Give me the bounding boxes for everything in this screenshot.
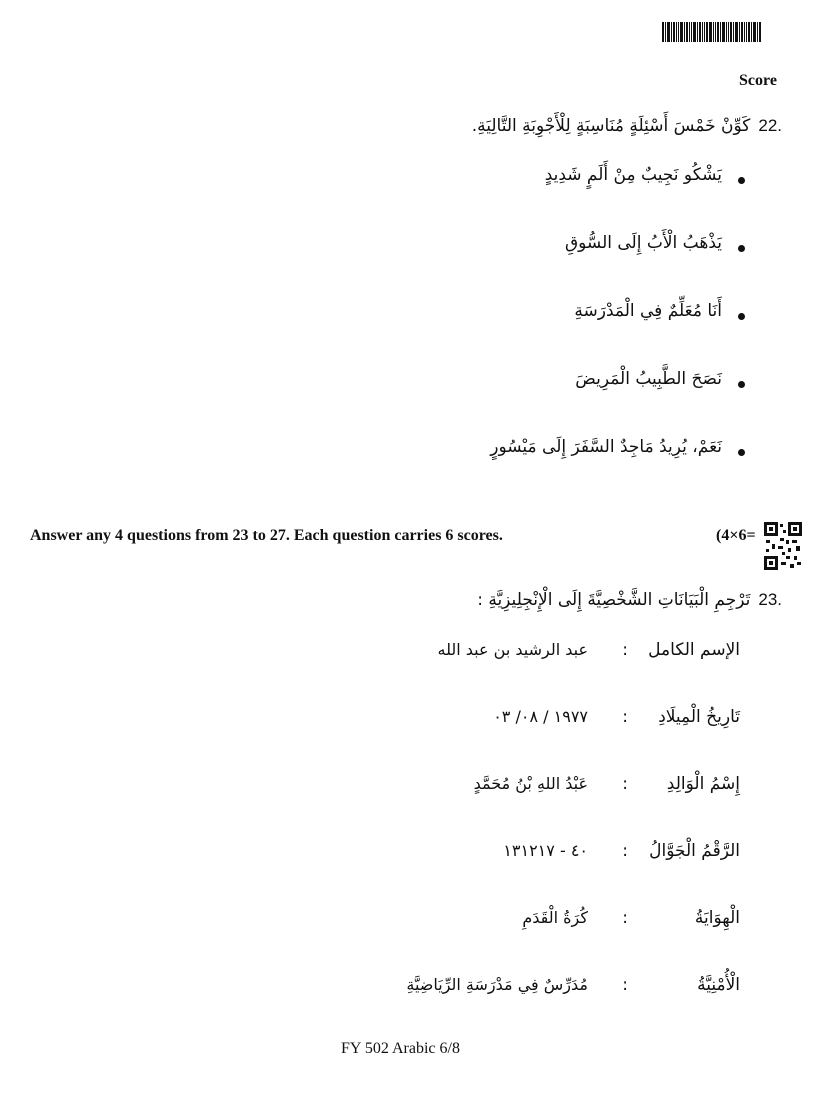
field-value: ١٩٧٧ / ٠٨/ ٠٣: [493, 707, 588, 726]
list-item: أَنَا مُعَلِّمٌ فِي الْمَدْرَسَةِ: [300, 301, 745, 369]
question-22-header: [430, 116, 782, 136]
field-label: الرَّقْمُ الْجَوَّالُ: [649, 841, 740, 861]
question-22-prompt: كَوِّنْ خَمْسَ أَسْئِلَةٍ مُنَاسِبَةٍ لِلْأَجْوِبَةِ التَّالِيَةِ.: [471, 116, 751, 136]
field-value: عَبْدُ اللهِ بْنُ مُحَمَّدٍ: [473, 774, 588, 793]
table-row: إِسْمُ الْوَالِدِ : عَبْدُ اللهِ بْنُ مُحَمَّدٍ: [473, 774, 740, 794]
field-label: الْهِوَايَةُ: [694, 908, 740, 928]
table-row: الرَّقْمُ الْجَوَّالُ : ٤٠ - ١٣١٢١٧: [503, 841, 740, 861]
marks-label: (4×6=: [716, 527, 756, 544]
field-label: الْأُمْنِيَّةُ: [697, 975, 740, 995]
list-item: نَعَمْ، يُرِيدُ مَاجِدٌ السَّفَرَ إِلَى مَيْسُورٍ: [300, 437, 745, 505]
question-22-list: [300, 165, 745, 505]
qr-code-icon: [764, 522, 802, 570]
field-label: تَارِيخُ الْمِيلَادِ: [658, 707, 740, 727]
question-23-prompt: تَرْجِمِ الْبَيَانَاتِ الشَّخْصِيَّةَ إِلَى الْإِنْجِلِيزِيَّةِ :: [477, 590, 751, 610]
field-label: الإسم الكامل: [648, 640, 740, 660]
section-instruction: Answer any 4 questions from 23 to 27. Each question carries 6 scores.: [30, 527, 503, 544]
field-value: كُرَةُ الْقَدَمِ: [522, 908, 588, 927]
table-row: الْهِوَايَةُ : كُرَةُ الْقَدَمِ: [522, 908, 740, 928]
field-value: عبد الرشيد بن عبد الله: [437, 640, 588, 659]
table-row: الْأُمْنِيَّةُ : مُدَرِّسٌ فِي مَدْرَسَةِ الرِّيَاضِيَّةِ: [406, 975, 740, 995]
page-footer: FY 502 Arabic 6/8: [341, 1040, 460, 1057]
list-item: يَذْهَبُ الْأَبُ إِلَى السُّوقِ: [300, 233, 745, 301]
field-value: مُدَرِّسٌ فِي مَدْرَسَةِ الرِّيَاضِيَّةِ: [406, 975, 588, 994]
barcode: [662, 22, 786, 42]
bullet-icon: [738, 245, 745, 252]
question-23-header: [430, 590, 782, 610]
question-22-number: 22.: [758, 116, 782, 135]
field-label: إِسْمُ الْوَالِدِ: [666, 774, 740, 794]
list-item: نَصَحَ الطَّبِيبُ الْمَرِيضَ: [300, 369, 745, 437]
question-23-number: 23.: [758, 590, 782, 609]
score-label: Score: [739, 72, 777, 89]
table-row: الإسم الكامل : عبد الرشيد بن عبد الله: [437, 640, 740, 660]
list-item: يَشْكُو نَجِيبٌ مِنْ أَلَمٍ شَدِيدٍ: [300, 165, 745, 233]
personal-details-table: [300, 640, 740, 1042]
bullet-icon: [738, 313, 745, 320]
field-value: ٤٠ - ١٣١٢١٧: [503, 841, 588, 860]
bullet-icon: [738, 177, 745, 184]
bullet-icon: [738, 449, 745, 456]
table-row: تَارِيخُ الْمِيلَادِ : ١٩٧٧ / ٠٨/ ٠٣: [493, 707, 740, 727]
bullet-icon: [738, 381, 745, 388]
